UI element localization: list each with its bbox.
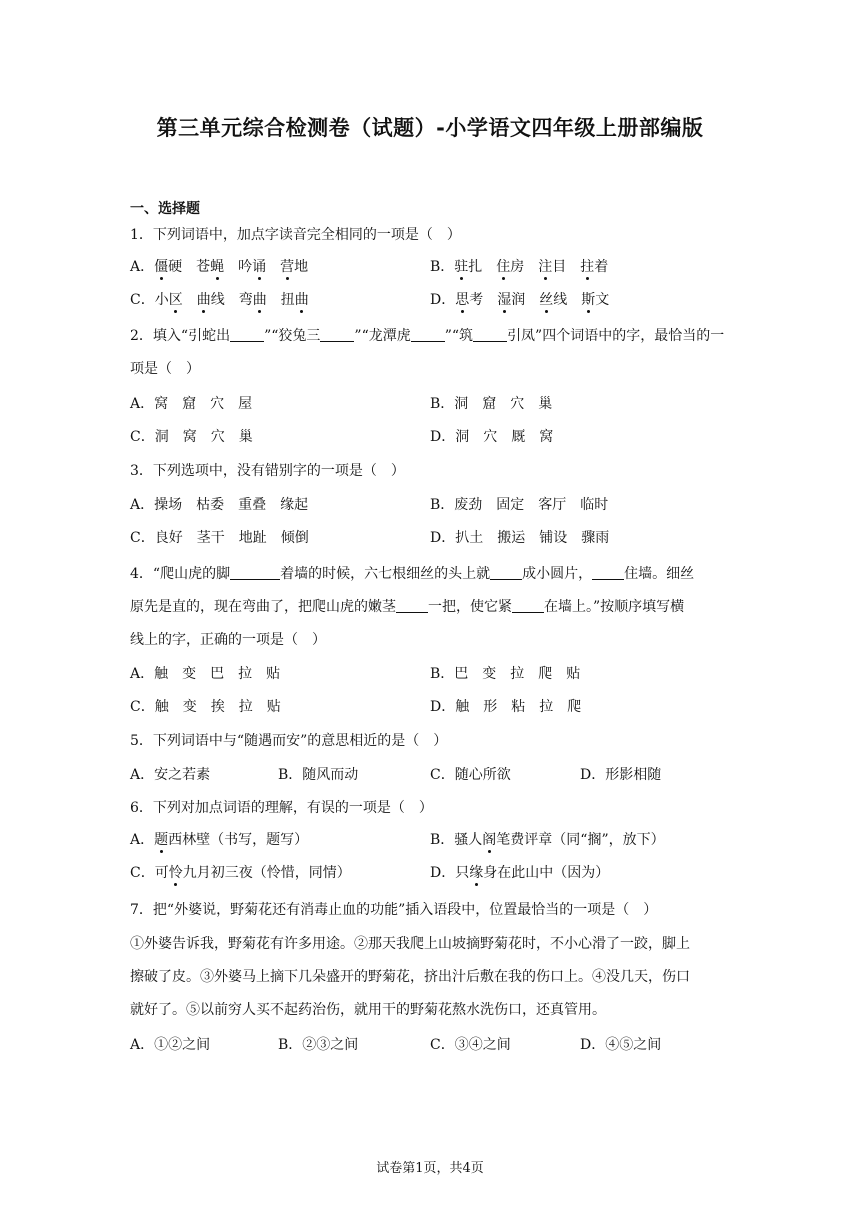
question-7-option-a: A．①②之间 [130, 1037, 211, 1053]
answer-blank [411, 327, 445, 342]
question-4-option-d: D．触 形 粘 拉 爬 [430, 699, 582, 715]
answer-blank [473, 327, 507, 342]
question-1-stem: 1．下列词语中，加点字读音完全相同的一项是（ ） [130, 227, 461, 243]
question-4-stem-cont2: 线上的字，正确的一项是（ ） [130, 632, 326, 648]
question-4-stem-cont: 原先是直的，现在弯曲了，把爬山虎的嫩茎 一把，使它紧 在墙上。”按顺序填写横 [130, 599, 685, 615]
question-2-option-b: B．洞 窟 穴 巢 [430, 396, 553, 412]
question-2-option-a: A．窝 窟 穴 屋 [130, 396, 253, 412]
question-4-option-a: A．触 变 巴 拉 贴 [130, 666, 281, 682]
section-heading: 一、选择题 [130, 201, 200, 217]
question-5-option-b: B．随风而动 [278, 767, 359, 783]
question-1-option-b: B．驻扎 住房 注目 拄着 [430, 259, 609, 275]
answer-blank [490, 565, 522, 580]
question-3-option-d: D．扒土 搬运 铺设 骤雨 [430, 530, 610, 546]
question-6-option-d: D．只缘身在此山中（因为） [430, 865, 610, 881]
question-2-stem: 2．填入“引蛇出 ”“狡兔三 ”“龙潭虎 ”“筑 引凤”四个词语中的字，最恰当的一 [130, 328, 725, 344]
question-2-option-c: C．洞 窝 穴 巢 [130, 429, 253, 445]
answer-blank [230, 565, 280, 580]
answer-blank [320, 327, 354, 342]
question-7-option-d: D．④⑤之间 [580, 1037, 662, 1053]
question-4-option-b: B．巴 变 拉 爬 贴 [430, 666, 581, 682]
question-7-passage-line-3: 就好了。⑤以前穷人买不起药治伤，就用干的野菊花熬水洗伤口，还真管用。 [130, 1002, 606, 1018]
question-3-stem: 3．下列选项中，没有错别字的一项是（ ） [130, 463, 405, 479]
question-6-option-a: A．题西林壁（书写，题写） [130, 832, 309, 848]
question-7-stem: 7．把“外婆说，野菊花还有消毒止血的功能”插入语段中，位置最恰当的一项是（ ） [130, 902, 658, 918]
question-5-stem: 5．下列词语中与“随遇而安”的意思相近的是（ ） [130, 733, 448, 749]
question-7-passage-line-1: ①外婆告诉我，野菊花有许多用途。②那天我爬上山坡摘野菊花时，不小心滑了一跤，脚上 [130, 936, 690, 952]
page-footer: 试卷第1页，共4页 [376, 1161, 484, 1176]
answer-blank [592, 565, 624, 580]
word: 僵硬 [154, 259, 183, 275]
question-1-option-d: D．思考 湿润 丝线 斯文 [430, 292, 610, 308]
question-5-option-d: D．形影相随 [580, 767, 662, 783]
question-5-option-c: C．随心所欲 [430, 767, 511, 783]
answer-blank [512, 598, 544, 613]
question-3-option-a: A．操场 枯委 重叠 缘起 [130, 497, 309, 513]
question-4-option-c: C．触 变 挨 拉 贴 [130, 699, 281, 715]
question-6-stem: 6．下列对加点词语的理解，有误的一项是（ ） [130, 800, 433, 816]
answer-blank [396, 598, 428, 613]
question-3-option-b: B．废劲 固定 客厅 临时 [430, 497, 609, 513]
question-5-option-a: A．安之若素 [130, 767, 211, 783]
question-1-option-a: A．僵硬 苍蝇 吟诵 营地 [130, 259, 309, 275]
answer-blank [230, 327, 264, 342]
question-7-option-c: C．③④之间 [430, 1037, 511, 1053]
question-4-stem: 4．“爬山虎的脚 着墙的时候，六七根细丝的头上就 成小圆片， 住墙。细丝 [130, 566, 695, 582]
question-7-option-b: B．②③之间 [278, 1037, 359, 1053]
question-7-passage-line-2: 擦破了皮。③外婆马上摘下几朵盛开的野菊花，挤出汁后敷在我的伤口上。④没几天，伤口 [130, 969, 690, 985]
question-2-option-d: D．洞 穴 厩 窝 [430, 429, 554, 445]
question-1-option-c: C．小区 曲线 弯曲 扭曲 [130, 292, 309, 308]
question-2-stem-cont: 项是（ ） [130, 361, 200, 377]
question-6-option-b: B．骚人阁笔费评章（同“搁”，放下） [430, 832, 665, 848]
question-6-option-c: C．可怜九月初三夜（怜惜，同情） [130, 865, 351, 881]
question-3-option-c: C．良好 茎干 地趾 倾倒 [130, 530, 309, 546]
page-title: 第三单元综合检测卷（试题）-小学语文四年级上册部编版 [156, 116, 704, 140]
